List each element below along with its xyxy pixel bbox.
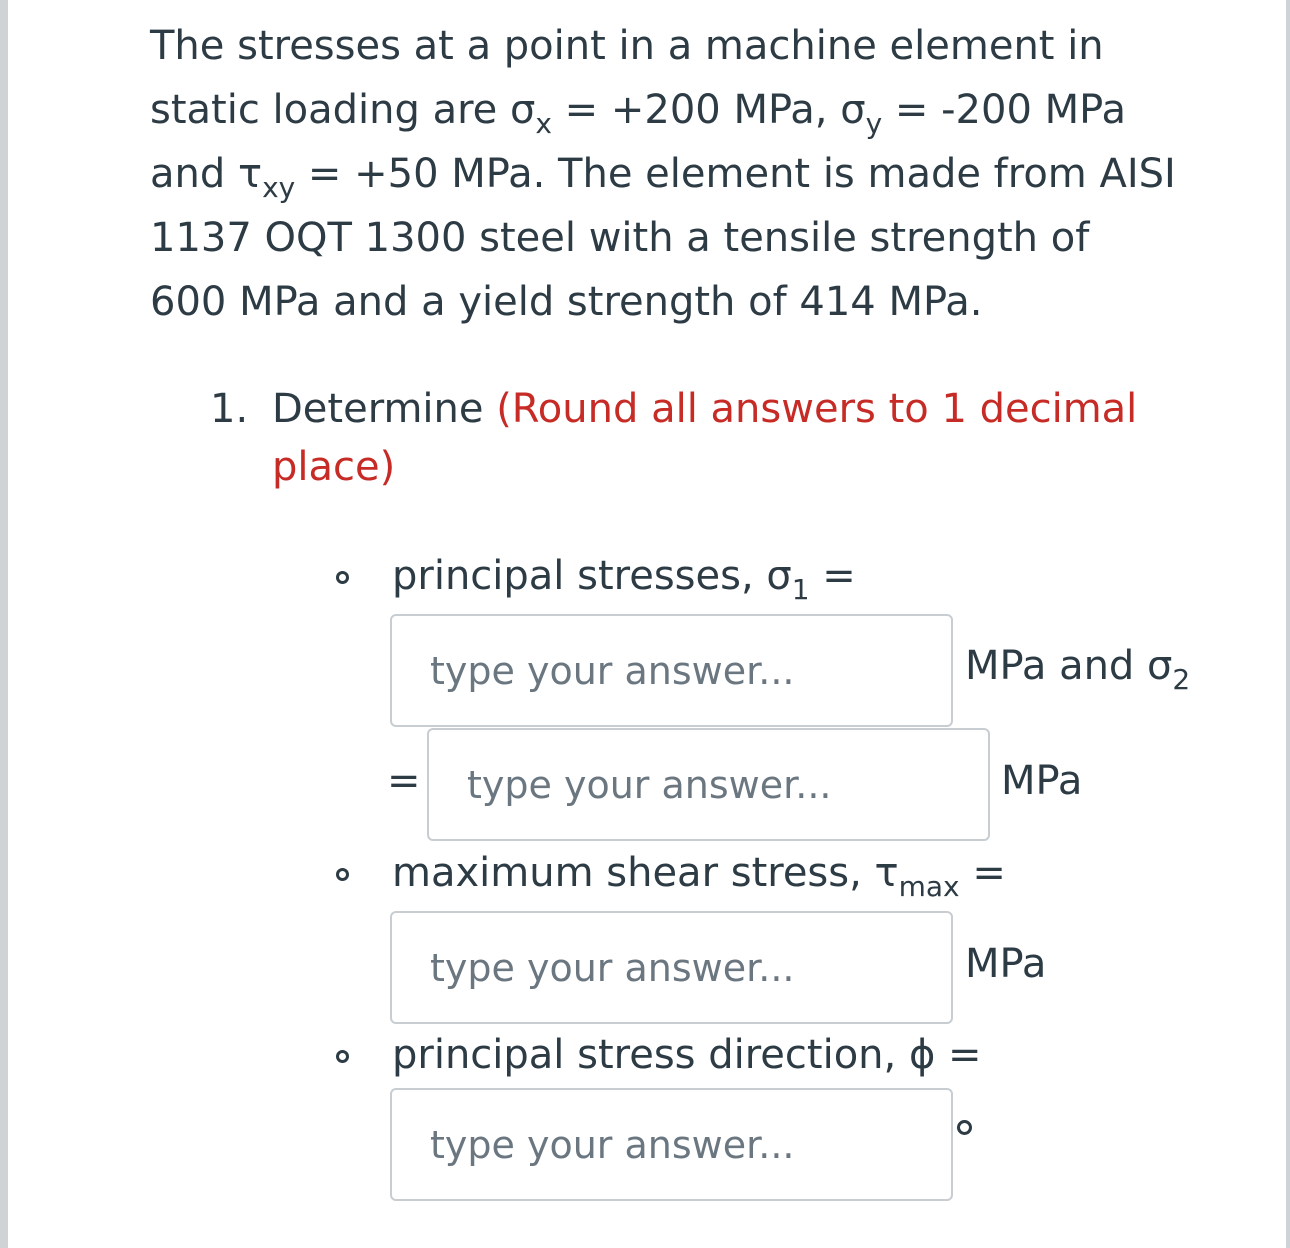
phi-input[interactable] — [392, 1090, 951, 1199]
question-number: 1. — [210, 386, 249, 432]
principal-direction-label: principal stress direction, ϕ = — [392, 1032, 982, 1078]
degree-icon — [957, 1120, 972, 1135]
question-label: Determine — [272, 386, 497, 432]
principal-stresses-label: principal stresses, $\sigma_1$ = — [392, 553, 856, 606]
sigma2-unit: MPa — [1001, 758, 1083, 804]
tau-max-unit: MPa — [965, 941, 1047, 987]
intro-line-4: 1137 OQT 1300 steel with a tensile strength of — [150, 215, 1090, 261]
intro-line-1: The stresses at a point in a machine element in — [150, 23, 1104, 69]
max-shear-label: maximum shear stress, $\tau_{max}$ = — [392, 850, 1006, 903]
rounding-instruction-cont: place) — [272, 444, 396, 490]
intro-line-2: static loading are $\sigma_x = +200$ MPa, $\sigma_y = -200$ MPa — [150, 87, 1126, 140]
sigma2-equals: = — [387, 758, 421, 804]
bullet-icon — [336, 1050, 349, 1063]
rounding-instruction: (Round all answers to 1 decimal — [496, 386, 1138, 432]
intro-line-3: and $\tau_{xy} = +50$ MPa. The element is made from AISI — [150, 151, 1176, 204]
sigma2-answer-box[interactable] — [427, 728, 990, 841]
left-edge-bar — [0, 0, 8, 1248]
bullet-icon — [336, 571, 349, 584]
tau-max-input[interactable] — [392, 913, 951, 1022]
sigma1-unit: MPa and $\sigma_2$ — [965, 643, 1191, 696]
intro-line-5: 600 MPa and a yield strength of 414 MPa. — [150, 279, 983, 325]
problem-statement — [150, 14, 1230, 334]
tau-max-answer-box[interactable] — [390, 911, 953, 1024]
sigma2-input[interactable] — [429, 730, 988, 839]
right-edge-bar — [1286, 0, 1290, 1248]
question-1 — [210, 380, 1138, 490]
bullet-icon — [336, 868, 349, 881]
sigma1-answer-box[interactable] — [390, 614, 953, 727]
sigma1-input[interactable] — [392, 616, 951, 725]
phi-answer-box[interactable] — [390, 1088, 953, 1201]
